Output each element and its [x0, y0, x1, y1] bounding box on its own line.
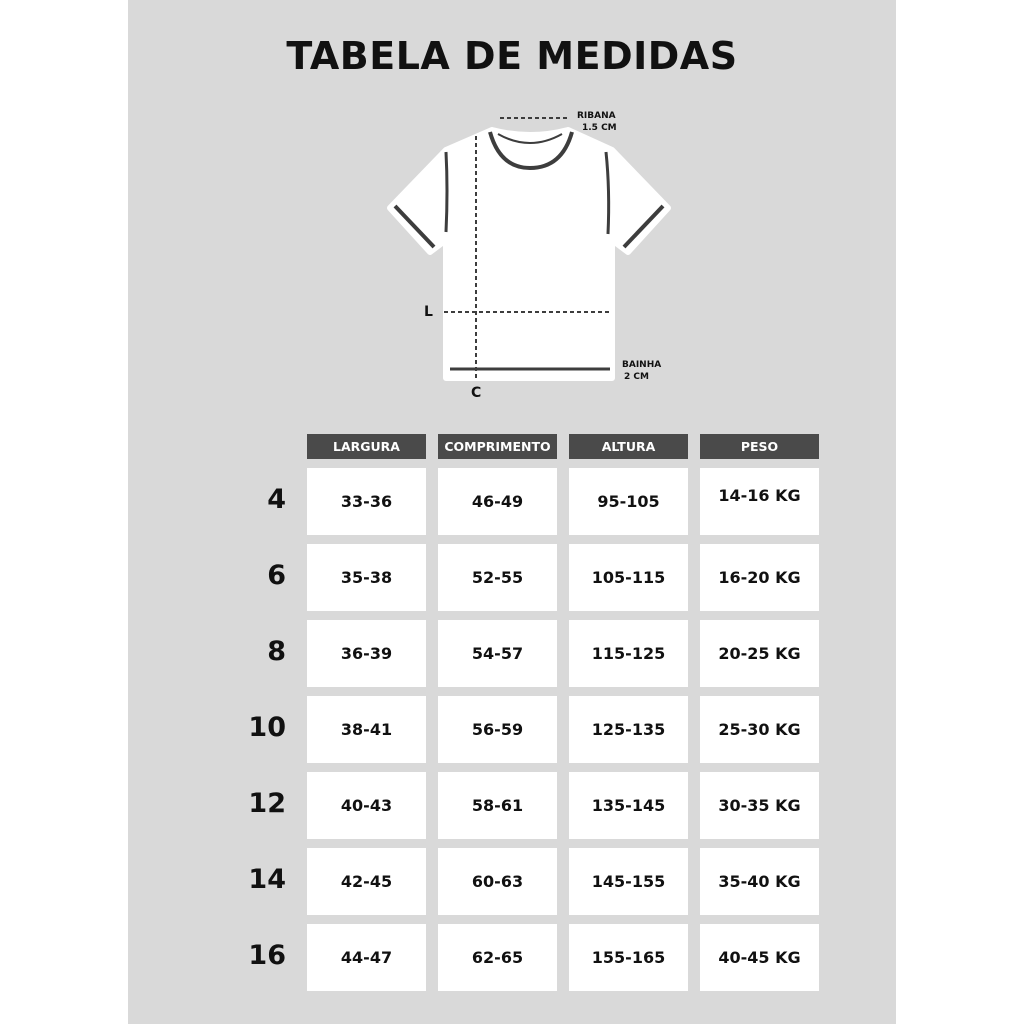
cell-altura: 115-125 [569, 620, 688, 687]
bainha-label: BAINHA [622, 360, 662, 370]
cell-largura: 35-38 [307, 544, 426, 611]
cell-peso: 30-35 KG [700, 772, 819, 839]
cell-largura: 40-43 [307, 772, 426, 839]
cell-comprimento: 46-49 [438, 468, 557, 535]
cell-comprimento: 58-61 [438, 772, 557, 839]
size-label: 4 [267, 484, 286, 515]
cell-peso: 35-40 KG [700, 848, 819, 915]
cell-comprimento: 60-63 [438, 848, 557, 915]
cell-largura: 44-47 [307, 924, 426, 991]
cell-altura: 145-155 [569, 848, 688, 915]
cell-peso: 14-16 KG [700, 468, 819, 535]
size-label: 16 [248, 940, 286, 971]
cell-comprimento: 56-59 [438, 696, 557, 763]
size-label: 12 [248, 788, 286, 819]
cell-peso: 16-20 KG [700, 544, 819, 611]
cell-peso: 25-30 KG [700, 696, 819, 763]
cell-largura: 38-41 [307, 696, 426, 763]
cell-largura: 42-45 [307, 848, 426, 915]
cell-altura: 125-135 [569, 696, 688, 763]
page-title: TABELA DE MEDIDAS [286, 34, 738, 78]
cell-altura: 135-145 [569, 772, 688, 839]
width-marker-label: L [424, 304, 433, 320]
bainha-value: 2 CM [624, 372, 649, 382]
size-label: 14 [248, 864, 286, 895]
ribana-label: RIBANA [577, 111, 616, 121]
size-label: 10 [248, 712, 286, 743]
tshirt-diagram [380, 100, 680, 400]
cell-altura: 95-105 [569, 468, 688, 535]
size-label: 6 [267, 560, 286, 591]
cell-peso: 40-45 KG [700, 924, 819, 991]
cell-peso: 20-25 KG [700, 620, 819, 687]
left-side-seam [446, 152, 447, 232]
header-altura: ALTURA [569, 434, 688, 459]
cell-comprimento: 52-55 [438, 544, 557, 611]
size-label: 8 [267, 636, 286, 667]
cell-altura: 105-115 [569, 544, 688, 611]
length-marker-label: C [471, 385, 482, 401]
cell-comprimento: 54-57 [438, 620, 557, 687]
header-peso: PESO [700, 434, 819, 459]
cell-largura: 33-36 [307, 468, 426, 535]
ribana-value: 1.5 CM [582, 123, 617, 133]
header-comprimento: COMPRIMENTO [438, 434, 557, 459]
header-largura: LARGURA [307, 434, 426, 459]
cell-largura: 36-39 [307, 620, 426, 687]
cell-altura: 155-165 [569, 924, 688, 991]
cell-comprimento: 62-65 [438, 924, 557, 991]
